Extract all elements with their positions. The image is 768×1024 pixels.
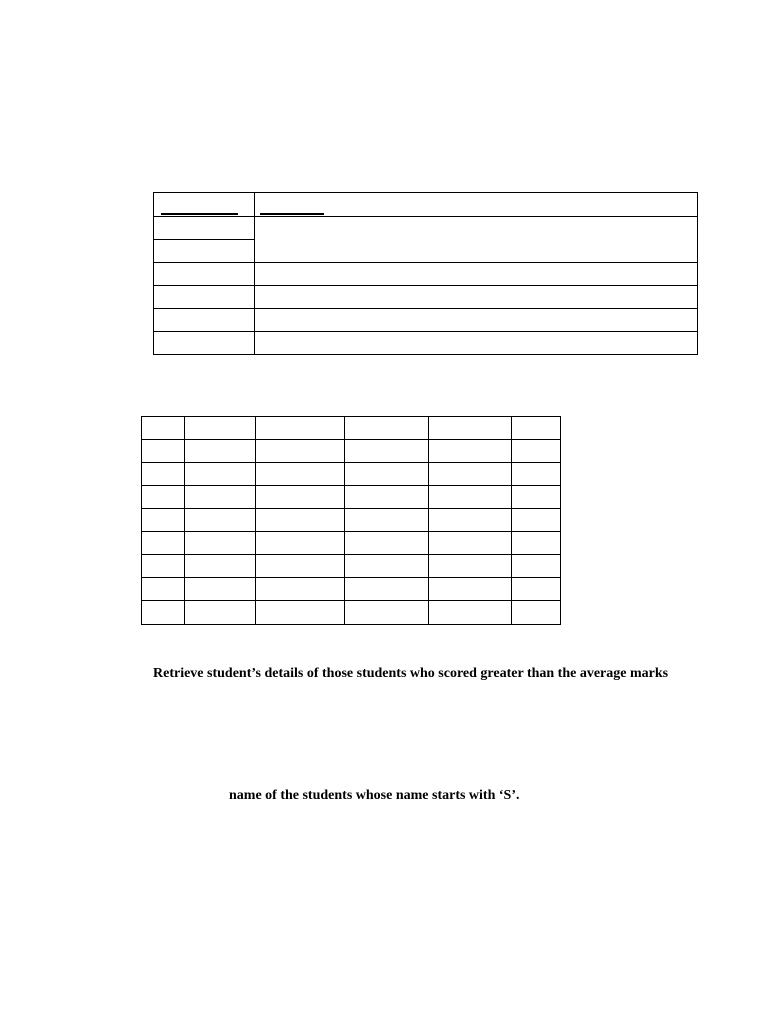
schema-cell [154, 240, 255, 263]
records-cell [429, 555, 512, 578]
records-cell [142, 578, 185, 601]
records-cell [512, 440, 561, 463]
records-cell [512, 532, 561, 555]
records-cell [185, 417, 256, 440]
records-cell [185, 509, 256, 532]
records-cell [142, 532, 185, 555]
records-cell [256, 463, 345, 486]
records-cell [429, 463, 512, 486]
schema-cell [255, 309, 698, 332]
records-cell [512, 417, 561, 440]
records-row [142, 440, 561, 463]
records-cell [256, 601, 345, 625]
records-cell [142, 509, 185, 532]
schema-cell [255, 332, 698, 355]
records-cell [345, 601, 429, 625]
records-cell [345, 486, 429, 509]
records-table [141, 416, 561, 625]
records-cell [429, 601, 512, 625]
header-underline-left [161, 213, 238, 215]
records-cell [185, 601, 256, 625]
records-row [142, 532, 561, 555]
records-cell [345, 417, 429, 440]
records-cell [185, 532, 256, 555]
schema-row [154, 263, 698, 286]
records-cell [256, 417, 345, 440]
records-cell [429, 440, 512, 463]
records-row [142, 463, 561, 486]
records-cell [142, 463, 185, 486]
schema-row [154, 309, 698, 332]
records-cell [142, 486, 185, 509]
records-cell [345, 555, 429, 578]
records-cell [429, 486, 512, 509]
records-cell [256, 578, 345, 601]
records-cell [142, 555, 185, 578]
records-cell [512, 509, 561, 532]
schema-row [154, 286, 698, 309]
schema-row [154, 332, 698, 355]
records-row [142, 601, 561, 625]
records-cell [185, 486, 256, 509]
records-cell [512, 578, 561, 601]
records-cell [142, 417, 185, 440]
records-cell [512, 463, 561, 486]
records-cell [256, 440, 345, 463]
schema-cell [154, 309, 255, 332]
schema-cell [255, 286, 698, 309]
schema-cell [255, 263, 698, 286]
records-cell [345, 509, 429, 532]
schema-row [154, 217, 698, 240]
records-cell [512, 555, 561, 578]
records-cell [512, 601, 561, 625]
schema-cell [154, 263, 255, 286]
records-cell [142, 440, 185, 463]
question-1: Retrieve student’s details of those students who scored greater than the average marks [153, 666, 669, 681]
records-row [142, 509, 561, 532]
records-cell [429, 417, 512, 440]
records-cell [185, 440, 256, 463]
records-row [142, 417, 561, 440]
records-cell [429, 578, 512, 601]
question-2: name of the students whose name starts with ‘S’. [229, 788, 520, 803]
records-row [142, 486, 561, 509]
records-cell [429, 532, 512, 555]
records-cell [345, 463, 429, 486]
records-cell [256, 509, 345, 532]
header-underline-right [260, 213, 324, 215]
records-cell [345, 440, 429, 463]
records-row [142, 578, 561, 601]
records-cell [256, 486, 345, 509]
records-cell [256, 532, 345, 555]
schema-cell [154, 217, 255, 240]
records-row [142, 555, 561, 578]
records-cell [185, 463, 256, 486]
records-cell [429, 509, 512, 532]
schema-table [153, 192, 698, 355]
records-cell [185, 555, 256, 578]
records-cell [512, 486, 561, 509]
schema-cell [154, 332, 255, 355]
records-cell [256, 555, 345, 578]
records-cell [345, 578, 429, 601]
records-cell [142, 601, 185, 625]
schema-cell [154, 286, 255, 309]
schema-merged-cell [255, 217, 698, 263]
records-cell [345, 532, 429, 555]
records-cell [185, 578, 256, 601]
